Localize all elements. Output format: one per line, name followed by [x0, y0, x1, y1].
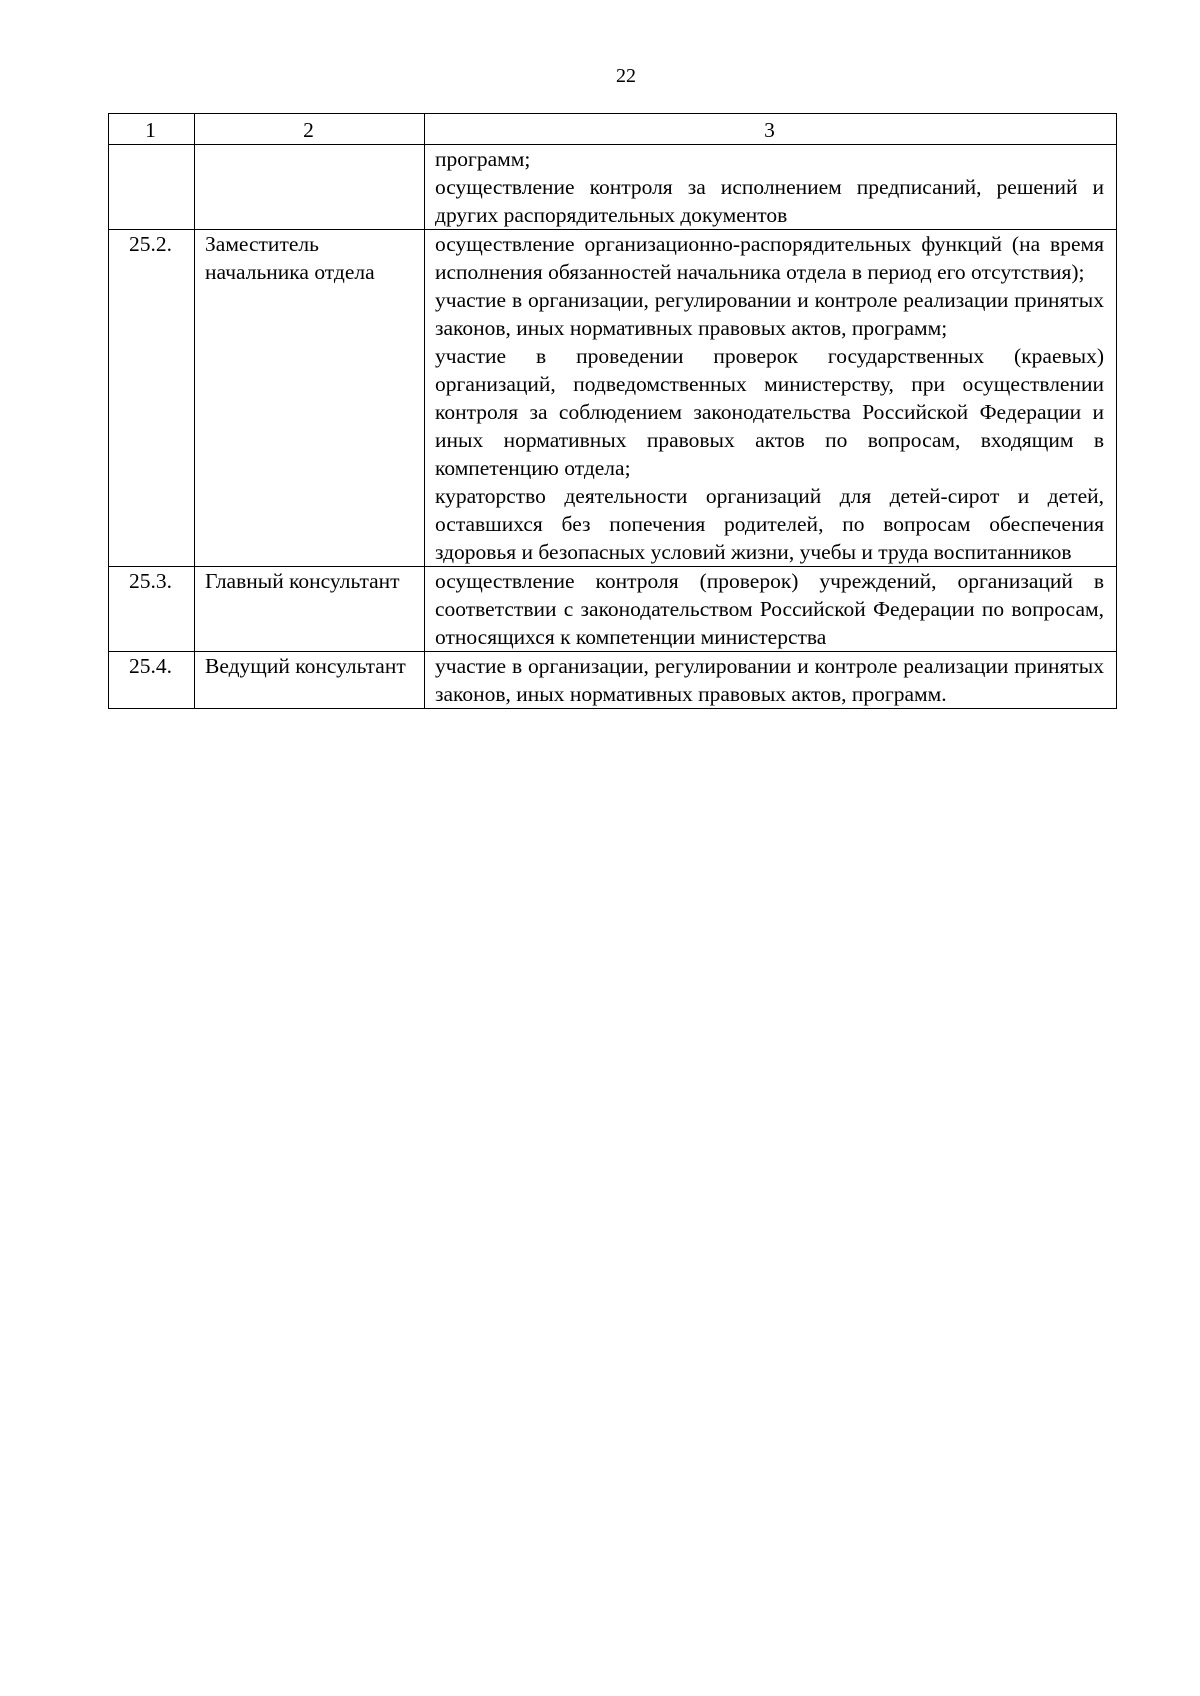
- row-number: 25.2.: [109, 230, 195, 567]
- row-number: 25.4.: [109, 652, 195, 709]
- row-number: 25.3.: [109, 567, 195, 652]
- row-duties: [425, 567, 1117, 652]
- duty-item: участие в проведении проверок государственных (краевых) организаций, подведомственных министерству, при осуществлении контроля за соблюдением законодательства Российской Федерации и иных нормативных правовых актов по вопросам, входящим в компетенцию отдела;: [435, 344, 1104, 480]
- row-position: [195, 145, 425, 230]
- row-position: Главный консультант: [195, 567, 425, 652]
- duty-item: кураторство деятельности организаций для детей-сирот и детей, оставшихся без попечения родителей, по вопросам обеспечения здоровья и безопасных условий жизни, учебы и труда воспитанников: [435, 484, 1104, 564]
- duty-item: осуществление контроля (проверок) учреждений, организаций в соответствии с законодательством Российской Федерации по вопросам, относящихся к компетенции министерства: [435, 569, 1104, 649]
- duty-item: участие в организации, регулировании и контроле реализации принятых законов, иных нормативных правовых актов, программ.: [435, 654, 1104, 706]
- column-header-duties: 3: [425, 114, 1117, 145]
- table-header-row: [109, 114, 1117, 145]
- duty-item: программ;: [435, 147, 531, 171]
- column-header-position: 2: [195, 114, 425, 145]
- column-header-number: 1: [109, 114, 195, 145]
- table-row: [109, 652, 1117, 709]
- table-row: [109, 145, 1117, 230]
- duty-item: осуществление контроля за исполнением предписаний, решений и других распорядительных документов: [435, 175, 1104, 227]
- row-duties: [425, 230, 1117, 567]
- duty-item: осуществление организационно-распорядительных функций (на время исполнения обязанностей начальника отдела в период его отсутствия);: [435, 232, 1104, 284]
- duties-table: [108, 113, 1117, 709]
- duty-item: участие в организации, регулировании и контроле реализации принятых законов, иных нормативных правовых актов, программ;: [435, 288, 1104, 340]
- table-row: [109, 230, 1117, 567]
- row-position: Заместитель начальника отдела: [195, 230, 425, 567]
- row-duties: [425, 145, 1117, 230]
- table-row: [109, 567, 1117, 652]
- row-number: [109, 145, 195, 230]
- row-duties: [425, 652, 1117, 709]
- row-position: Ведущий консультант: [195, 652, 425, 709]
- page-number: 22: [616, 65, 636, 87]
